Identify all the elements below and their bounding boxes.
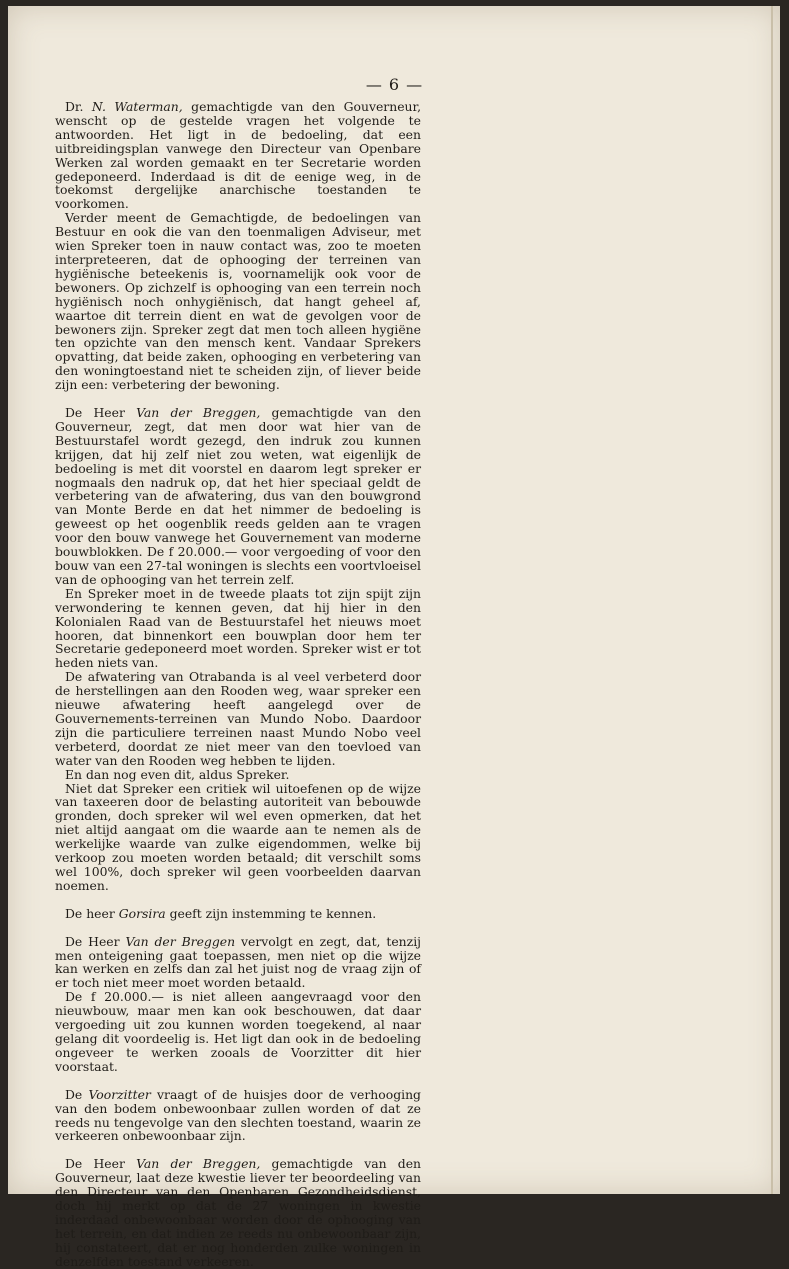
speaker-name: N. Waterman, <box>91 99 183 114</box>
speaker-prefix: De Heer <box>65 933 126 949</box>
speaker-name: Van der Breggen <box>125 933 236 949</box>
paragraph-gorsira <box>55 907 421 921</box>
paragraph-taxeeren <box>55 782 421 893</box>
speaker-prefix: Dr. <box>65 99 92 114</box>
paragraph-text: geeft zijn instemming te kennen. <box>165 905 377 921</box>
page-number: — 6 — <box>365 75 424 94</box>
paragraph-van-der-breggen-1 <box>55 406 421 587</box>
paragraph-text: Verder meent de Gemachtigde, de bedoelingen van Bestuur en ook die van den toenmaligen Adviseur, met wien Spreker toen in nauw contact was, zoo te moeten interpreteeren, dat de ophooging der terreinen van hygiënische beteekenis is, voornamelijk ook voor de bewoners. Op zichzelf is ophooging van een terrein noch hygiënisch noch onhygiënisch, dat hangt geheel af, waartoe dit terrein dient en wat de gevolgen voor de bewoners zijn. Spreker zegt dat men toch alleen hygiëne ten opzichte van den mensch kent. Vandaar Sprekers opvatting, dat beide zaken, ophooging en verbetering van den woningtoestand niet te scheiden zijn, of liever beide zijn een: verbetering der bewoning. <box>55 210 421 393</box>
paragraph-text: vervolgt en zegt, dat, tenzij men onteigening gaat toepassen, men niet op die wijze kan werken en zelfs dan zal het juist nog de vraag zijn of er toch niet meer moet worden betaald. <box>55 933 421 991</box>
paragraph-aldus-spreker <box>55 768 421 782</box>
speaker-name: Voorzitter <box>88 1086 151 1102</box>
paragraph-f20000 <box>55 990 421 1073</box>
paragraph-gemachtigde-interpretation <box>55 211 421 392</box>
speaker-prefix: De <box>65 1086 89 1102</box>
paragraph-text: gemachtigde van den Gouverneur, wenscht op de gestelde vragen het volgende te antwoorden. Het ligt in de bedoeling, dat een uitbreidingsplan vanwege den Directeur van Openbare Werken zal worden gemaakt en ter Secretarie worden gedeponeerd. Inderdaad is dit de eenige weg, in de toekomst dergelijke anarchische toestanden te voorkomen. <box>55 99 422 212</box>
paragraph-text: En dan nog even dit, aldus Spreker. <box>65 766 290 782</box>
speaker-name: Gorsira <box>118 905 166 921</box>
speaker-prefix: De Heer <box>65 405 137 421</box>
speaker-prefix: De heer <box>65 905 119 921</box>
paragraph-verwondering <box>55 587 421 670</box>
paragraph-text: De afwatering van Otrabanda is al veel verbeterd door de herstellingen aan den Rooden weg, waar spreker een nieuwe afwatering heeft aangelegd over de Gouvernements-terreinen van Mundo Nobo. Daardoor zijn die particuliere terreinen naast Mundo Nobo veel verbeterd, doordat ze niet meer van den toevloed van water van den Rooden weg hebben te lijden. <box>55 669 421 768</box>
paragraph-text: En Spreker moet in de tweede plaats tot zijn spijt zijn verwondering te kennen geven, dat hij hier in den Kolonialen Raad van de Bestuurstafel het nieuws moet hooren, dat binnenkort een bouwplan door hem ter Secretarie gedeponeerd moet worden. Spreker wist er tot heden niets van. <box>55 585 421 671</box>
paragraph-waterman-answer <box>55 100 421 211</box>
page-edge-line <box>771 6 773 1194</box>
speaker-name: Van der Breggen, <box>136 405 261 421</box>
speaker-prefix: De Heer <box>65 1156 137 1172</box>
paragraph-text: Niet dat Spreker een critiek wil uitoefenen op de wijze van taxeeren door de belasting autoriteit van bebouwde gronden, doch spreker wil wel even opmerken, dat het niet altijd aangaat om die waarde aan te nemen als de werkelijke waarde van zulke eigendommen, welke bij verkoop zou moeten worden betaald; dit verschilt soms wel 100%, doch spreker wil geen voorbeelden daarvan noemen. <box>55 780 421 893</box>
paragraph-voorzitter <box>55 1088 421 1144</box>
paragraph-text: gemachtigde van den Gouverneur, laat deze kwestie liever ter beoordeeling van den Directeur van den Openbaren Gezondheidsdienst, doch hij merkt op dat de 27 woningen in kwestie inderdaad onbewoonbaar worden door de ophooging van het terrein, en dat indien ze reeds nu onbewoonbaar zijn, hij constateert, dat er nog honderden zulke woningen in denzelfden toestand verkeeren. <box>55 1156 422 1269</box>
paragraph-van-der-breggen-3 <box>55 1157 421 1268</box>
document-body <box>55 100 421 1269</box>
paragraph-afwatering <box>55 670 421 767</box>
paragraph-text: De f 20.000.— is niet alleen aangevraagd voor den nieuwbouw, maar men kan ook beschouwen, dat daar vergoeding uit zou kunnen worden toegekend, al naar gelang dit voordeelig is. Het ligt dan ook in de bedoeling ongeveer te werken zooals de Voorzitter dit hier voorstaat. <box>55 989 421 1074</box>
paragraph-text: vraagt of de huisjes door de verhooging van den bodem onbewoonbaar zullen worden of dat ze reeds nu tengevolge van den slechten toestand, waarin ze verkeeren onbewoonbaar zijn. <box>55 1086 421 1144</box>
paragraph-van-der-breggen-2 <box>55 935 421 991</box>
speaker-name: Van der Breggen, <box>136 1156 261 1172</box>
paragraph-text: gemachtigde van den Gouverneur, zegt, dat men door wat hier van de Bestuurstafel wordt gezegd, den indruk zou kunnen krijgen, dat hij zelf niet zou weten, wat eigenlijk de bedoeling is met dit voorstel en daarom legt spreker er nogmaals den nadruk op, dat het hier speciaal geldt de verbetering van de afwatering, dus van den bouwgrond van Monte Berde en dat het nimmer de bedoeling is geweest op het oogenblik reeds gelden aan te vragen voor den bouw vanwege het Gouvernement van moderne bouwblokken. De f 20.000.— voor vergoeding of voor den bouw van een 27-tal woningen is slechts een voortvloeisel van de ophooging van het terrein zelf. <box>55 405 422 587</box>
